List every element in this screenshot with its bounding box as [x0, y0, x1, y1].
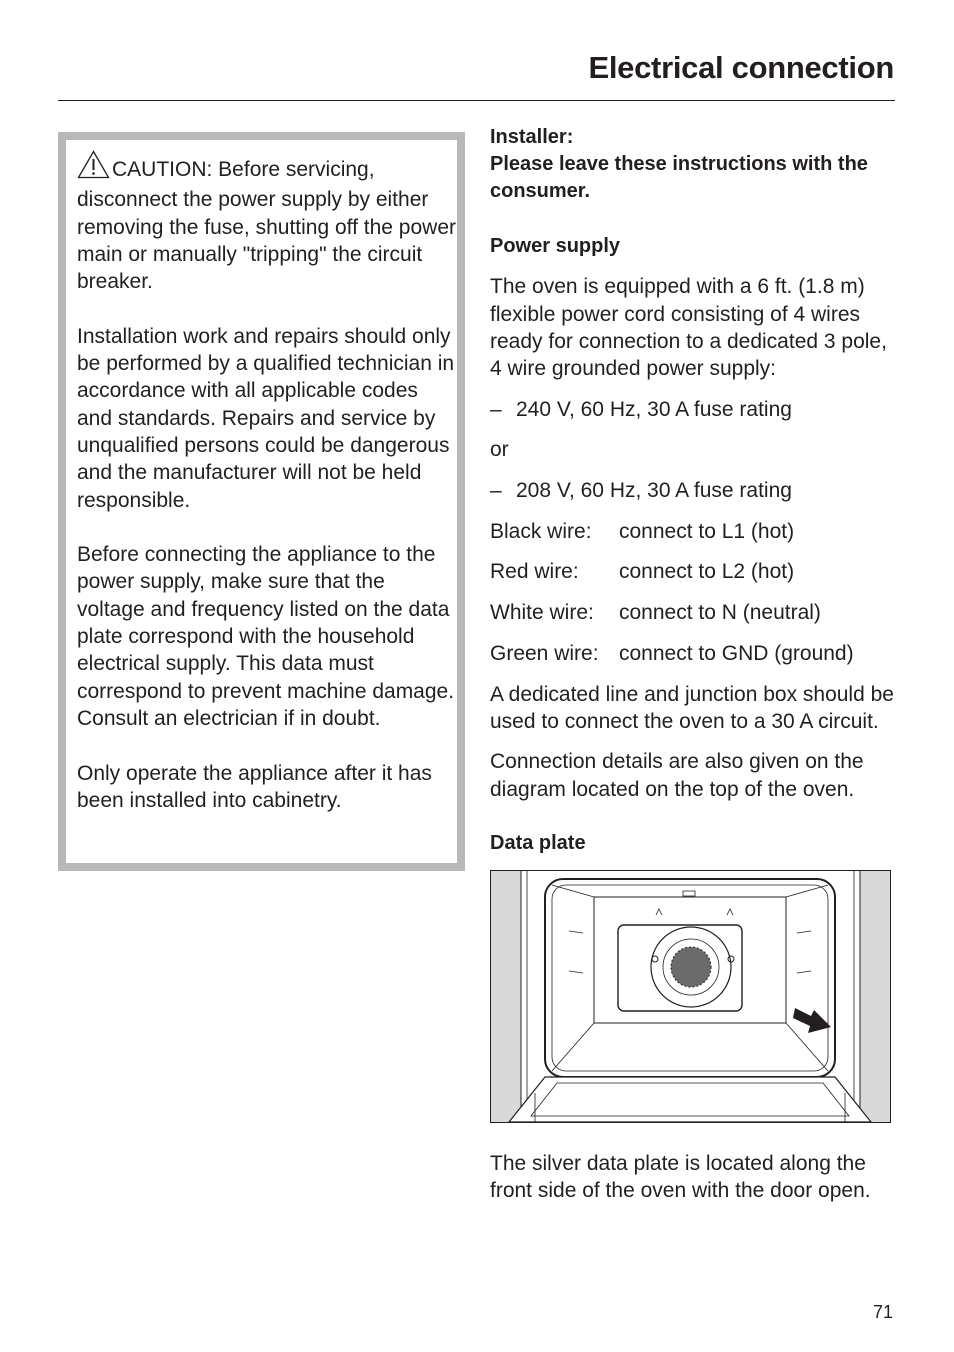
installer-note: Please leave these instructions with the consumer.: [490, 153, 868, 203]
wire-label: Green wire:: [490, 641, 599, 665]
connection-details-note: Connection details are also given on the diagram located on the top of the oven.: [490, 750, 864, 801]
wire-connection: connect to GND (ground): [619, 641, 854, 665]
wire-label: Black wire:: [490, 519, 592, 543]
junction-box-note: A dedicated line and junction box should be used to connect the oven to a 30 A circuit.: [490, 682, 894, 733]
option-text: 240 V, 60 Hz, 30 A fuse rating: [516, 397, 792, 421]
caution-paragraph: [77, 150, 457, 295]
warning-triangle-icon: [77, 150, 110, 186]
wire-connection: connect to L1 (hot): [619, 519, 795, 543]
wire-row-red: [490, 558, 900, 585]
wire-connection: connect to N (neutral): [619, 601, 821, 625]
power-supply-intro: The oven is equipped with a 6 ft. (1.8 m) flexible power cord consisting of 4 wires ready for connection to a dedicated 3 pole, 4 wire grounded power supply:: [490, 275, 887, 380]
power-option-240v: [490, 396, 900, 423]
page-title: Electrical connection: [588, 50, 894, 85]
wire-label: Red wire:: [490, 560, 579, 584]
dash-bullet: –: [490, 397, 502, 421]
caution-text-1: CAUTION: Before servicing, disconnect the power supply by either removing the fuse, shutting off the power main or manually "tripping" the circuit breaker.: [77, 158, 457, 294]
wire-row-green: [490, 640, 900, 667]
wire-row-black: [490, 518, 900, 545]
caution-box: [58, 132, 465, 871]
power-option-208v: [490, 477, 900, 504]
dash-bullet: –: [490, 479, 502, 503]
caution-paragraph: Only operate the appliance after it has been installed into cabinetry.: [77, 761, 432, 812]
installer-label: Installer:: [490, 126, 574, 148]
wire-row-white: [490, 599, 900, 626]
wire-label: White wire:: [490, 601, 594, 625]
data-plate-description: The silver data plate is located along the front side of the oven with the door open.: [490, 1152, 871, 1203]
wire-connection: connect to L2 (hot): [619, 560, 795, 584]
right-column: [490, 124, 900, 1204]
caution-paragraph: Before connecting the appliance to the power supply, make sure that the voltage and frequency listed on the data plate correspond with the household electrical supply. This data must correspond to prevent machine damage. Consult an electrician if in doubt.: [77, 543, 455, 730]
power-supply-heading: Power supply: [490, 234, 621, 257]
page-number: 71: [872, 1302, 893, 1322]
or-text: or: [490, 438, 509, 462]
option-text: 208 V, 60 Hz, 30 A fuse rating: [516, 479, 792, 503]
oven-interior-illustration: [490, 870, 891, 1123]
data-plate-heading: Data plate: [490, 831, 586, 854]
caution-content: [77, 150, 457, 814]
caution-paragraph: Installation work and repairs should only be performed by a qualified technician in accordance with all applicable codes and standards. Repairs and service by unqualified persons could be dangerous and the manufacturer will not be held responsible.: [77, 324, 455, 512]
title-divider: [58, 100, 895, 101]
